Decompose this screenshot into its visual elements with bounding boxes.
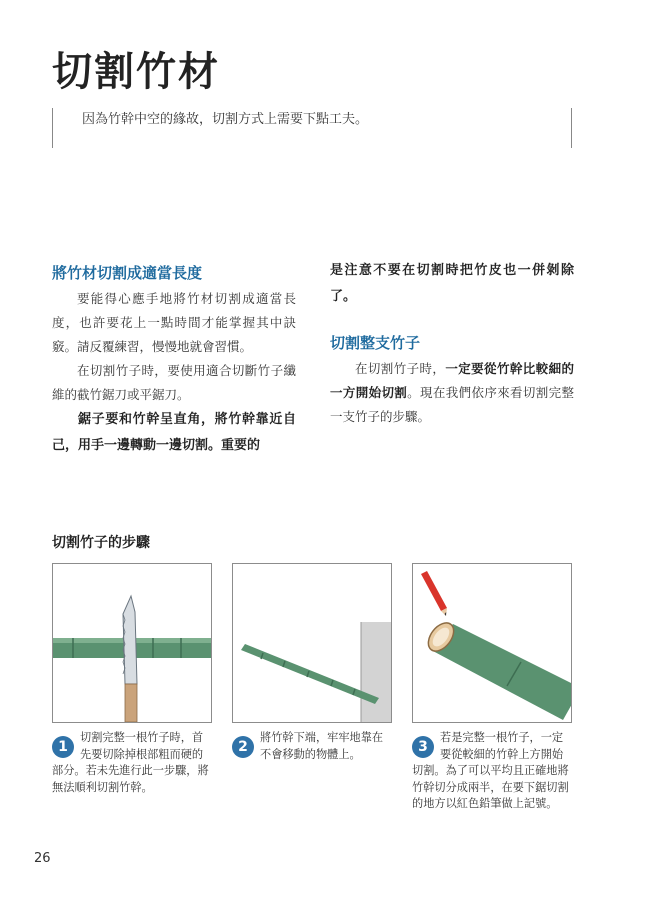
step1-illustration [52, 563, 212, 723]
page-number: 26 [34, 851, 51, 866]
step2-text: 將竹幹下端，牢牢地靠在不會移動的物體上。 [260, 731, 384, 761]
section1-para2: 在切割竹子時，要使用適合切斷竹子纖維的截竹鋸刀或平鋸刀。 [52, 363, 296, 402]
step2-caption [232, 730, 394, 763]
bamboo-stalk [241, 644, 379, 704]
column-right [330, 262, 574, 429]
step3-caption [412, 730, 574, 813]
saw-handle [125, 684, 137, 722]
step3-illustration [412, 563, 572, 723]
subtitle-box [52, 108, 572, 148]
subtitle: 因為竹幹中空的緣故，切割方式上需要下點工夫。 [82, 112, 369, 127]
section1-para1: 要能得心應手地將竹材切割成適當長度，也許要花上一點時間才能掌握其中訣竅。請反覆練習，慢慢地就會習慣。 [52, 291, 296, 354]
red-pencil-icon [421, 571, 447, 616]
section1-para3-part2: 是注意不要在切割時把竹皮也一併剝除了。 [330, 263, 574, 304]
step1-number: 1 [52, 736, 74, 758]
section1-para3-part1: 鋸子要和竹幹呈直角，將竹幹靠近自己，用手一邊轉動一邊切割。重要的 [52, 412, 296, 453]
step3-text: 若是完整一根竹子，一定要從較細的竹幹上方開始切割。為了可以平均且正確地將竹幹切分成兩半，在要下鋸切割的地方以紅色鉛筆做上記號。 [412, 731, 569, 810]
steps-heading: 切割竹子的步驟 [52, 535, 150, 551]
step2-number: 2 [232, 736, 254, 758]
step1-text: 切割完整一根竹子時，首先要切除掉根部粗而硬的部分。若未先進行此一步驟，將無法順利切割竹幹。 [52, 731, 209, 794]
section2-bold: 一定要從竹幹比較細的一方開始切割 [330, 361, 574, 400]
wall [361, 622, 391, 722]
saw-blade [123, 596, 137, 684]
step2-illustration [232, 563, 392, 723]
subtitle-left-rule [52, 108, 53, 148]
section1-heading: 將竹材切割成適當長度 [52, 264, 203, 282]
column-left [52, 262, 296, 459]
step1-caption [52, 730, 214, 796]
section2-heading: 切割整支竹子 [330, 334, 421, 352]
section2-lead: 在切割竹子時， [355, 361, 446, 376]
page-title: 切割竹材 [52, 49, 220, 95]
section2-rest: 。現在我們依序來看切割完整一支竹子的步驟。 [330, 385, 574, 424]
step3-number: 3 [412, 736, 434, 758]
section2-para [330, 357, 574, 429]
subtitle-right-rule [571, 108, 572, 148]
